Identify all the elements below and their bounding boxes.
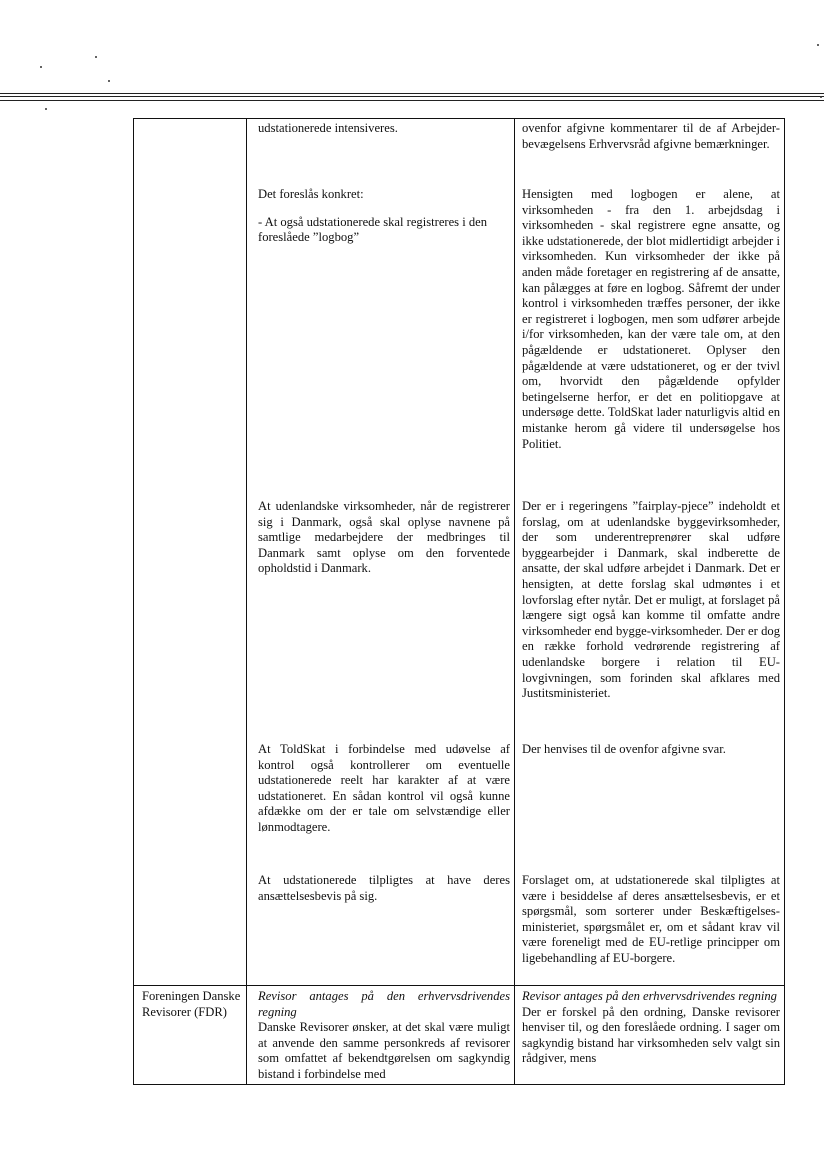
response-text: ovenfor afgivne kommentarer til de af Arbejder-bevægelsens Erhvervsråd afgivne bemærkninger. <box>522 121 780 151</box>
column-divider <box>246 119 247 1084</box>
proposal-text: At udstationerede tilpligtes at have deres ansættelsesbevis på sig. <box>258 873 510 903</box>
proposal-cell <box>258 989 510 1083</box>
response-cell <box>522 499 780 702</box>
proposal-cell <box>258 187 510 246</box>
response-text: Der henvises til de ovenfor afgivne svar. <box>522 742 726 756</box>
scan-speck <box>108 80 110 82</box>
response-cell <box>522 989 780 1067</box>
scan-speck <box>820 96 822 98</box>
response-heading: Revisor antages på den erhvervsdrivendes regning <box>522 989 777 1003</box>
top-rule <box>0 100 824 101</box>
response-cell <box>522 873 780 967</box>
response-text: Der er i regeringens ”fairplay-pjece” indeholdt et forslag, om at udenlandske byggevirksomheder, der som underentreprenører skal udføre byggearbejder i Danmark, skal indberette de ansatte, der skal udføre arbejdet i Danmark. Det er hensigten, at dette forslag skal udmøntes i et lovforslag efter nytår. Det er muligt, at forslaget på længere sigt også kan komme til omfatte andre virksomheder end bygge-virksomheder. Der er dog en række forhold vedrørende registrering af udenlandske borgere i relation til EU-lovgivningen, som forinden skal afklares med Justitsministeriet. <box>522 499 780 701</box>
row-divider <box>134 985 784 986</box>
response-text: Hensigten med logbogen er alene, at virksomheden - fra den 1. arbejdsdag i virksomheden - skal registrere egne ansatte, og ikke udstationerede, der blot midlertidigt arbejder i virksomheden. Kun virksomheder der ikke på anden måde foretager en registrering af de ansatte, kan pålægges at føre en logbog. Såfremt der under kontrol i virksomheden træffes personer, der ikke er registreret i logbogen, men som udfører arbejde i/for virksomheden, kan der være tale om, at den pågældende er udstationeret. Oplyser den pågældende at være udstationeret, og er der tvivl om, hvorvidt den pågældende opfylder betingelserne herfor, er det en politiopgave at undersøge dette. ToldSkat lader naturligvis altid en mistanke herom gå videre til undersøgelse hos Politiet. <box>522 187 780 451</box>
proposal-cell <box>258 121 510 137</box>
response-cell <box>522 187 780 452</box>
proposal-text: At udenlandske virksomheder, når de registrerer sig i Danmark, også skal oplyse navnene på samtlige medarbejdere der medbringes til Danmark samt oplyse om den forventede opholdstid i Danmark. <box>258 499 510 576</box>
response-cell <box>522 121 780 152</box>
scan-speck <box>45 108 47 110</box>
proposal-cell <box>258 873 510 904</box>
comment-table <box>133 118 785 1085</box>
proposal-cell <box>258 499 510 577</box>
scan-speck <box>40 66 42 68</box>
response-text: Forslaget om, at udstationerede skal tilpligtes at være i besiddelse af deres ansættelsesbevis, er et spørgsmål, som sorterer under Beskæftigelses-ministeriet, spørgsmålet er, om et sådant krav vil være foreneligt med de EU-retlige principper om ligebehandling af EU-borgere. <box>522 873 780 965</box>
proposal-text: - At også udstationerede skal registreres i den foreslåede ”logbog” <box>258 214 488 245</box>
proposal-text: udstationerede intensiveres. <box>258 121 398 135</box>
column-divider <box>514 119 515 1084</box>
response-cell <box>522 742 780 758</box>
organization-name: Foreningen Danske Revisorer (FDR) <box>142 989 241 1019</box>
scan-speck <box>95 56 97 58</box>
organization-cell <box>142 989 242 1020</box>
top-rule <box>0 93 824 94</box>
scan-speck <box>817 44 819 46</box>
proposal-cell <box>258 742 510 836</box>
proposal-text: At ToldSkat i forbindelse med udøvelse af kontrol også kontrollerer om eventuelle udstationerede reelt har karakter af at være udstationeret. En sådan kontrol vil også kunne afdække om der er tale om selvstændige eller lønmodtagere. <box>258 742 510 834</box>
proposal-heading: Det foreslås konkret: <box>258 187 364 201</box>
response-text: Der er forskel på den ordning, Danske revisorer henviser til, og den foreslåede ordning. I sager om sagkyndig bistand har virksomheden selv valgt sin rådgiver, mens <box>522 1004 780 1066</box>
proposal-heading: Revisor antages på den erhvervsdrivendes regning <box>258 989 510 1019</box>
proposal-text: Danske Revisorer ønsker, at det skal være muligt at anvende den samme personkreds af revisorer som omfattet af bekendtgørelsen om sagkyndig bistand i forbindelse med <box>258 1020 510 1081</box>
top-rule <box>0 96 824 97</box>
